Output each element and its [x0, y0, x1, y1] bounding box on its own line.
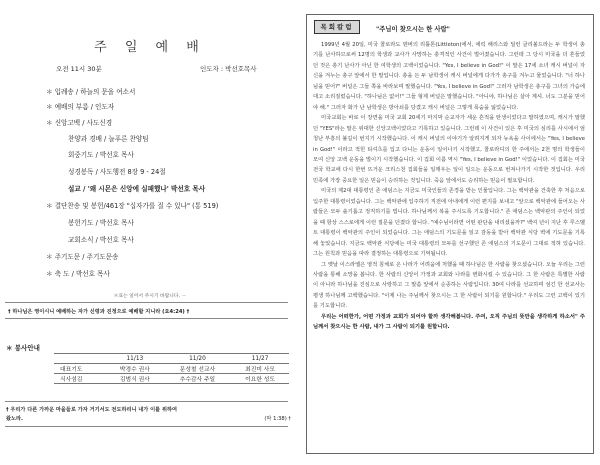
- column-title: "주님이 찾으시는 한 사람": [376, 26, 450, 33]
- table-cell: 김범식 권사: [106, 374, 164, 384]
- order-item: ＊ 신앙고백 / 사도신경: [46, 119, 113, 127]
- date-header: 11/20: [164, 354, 231, 364]
- column-paragraph: 미국교회는 바로 이 장면을 미국 교회 20세기 마지막 순교자가 세운 흔적을 탄생이었다고 말하였으며, 캐시가 말했던 "YES"라는 말은 위대한 신앙고백이었다고 기록하고 있습니다. 그런데 이 사건이 있은 후 미국의 심리를 사시에서 엄청난 부흥의 불길이 번지기 시작했습니다. 이 캐시 버널의 이야기가 알려지게 되자 뉴욕을 사이에서는 "Yes, I believe in God!" 이라고 적힌 티셔츠를 입고 다니는 운동이 일어나기 시작했고, 콜로라디의 한 주에서는 2천 명의 학생들이 모여 신앙 고백 운동을 벌이기 시작했습니다. 이 집회 이름 역시 "Yes, I believe in God!" 이었습니다. 이 집회는 미국 전국 학교에 다시 한번 뜨거운 크리스천 집회들을 일깨우는 일이 일으는 운동으로 번져나가기 시작한 것입니다. 우리 민족에 가장 중요한 일은 믿음이 승리하는 것입니다. 죽음 앞에서도 승리하는 믿음이 필요합니다.: [313, 115, 586, 184]
- column-paragraph: 미국의 제2대 대통령인 존 애덤스는 지금도 미국인들의 존경을 받는 인물입니다. 그는 백악관을 건축한 후 처음으로 입주한 대통령이었습니다. 그는 백악관에 입주하기 직전에 아내에게 이런 편지를 보내고 "앞으로 백악관에 들어오는 사람들은 모두 솔기롭고 정직하기를 빕니다. 하나님께서 복을 주시도록 기도합니다." 존 애덤스는 백악관의 주인이 되었을 때 항상 스스로에게 이런 질문을 던졌다 합니다. "예수님이라면 어떤 판단을 내리셨을까?" 백여 년이 지난 후 루스벨트 대통령이 백악관의 주인이 되었습니다. 그는 애덤스의 기도문을 읽고 감동을 받아 백악관 식당 벽에 기도문을 기록해 놓았습니다. 지금도 백악관 식당에는 미국 대통령의 모두를 선구했던 존 애덤스의 기도문이 그대로 적혀 있습니다. 그는 원칙과 믿음을 따라 결정하는 대통령으로 기억됩니다.: [313, 188, 586, 258]
- column-paragraph: 1999년 4월 20일, 미국 콜로라도 덴버의 리틀톤(Littleton)에서, 에릭 해리스와 딜런 클리볼드라는 두 학생이 총기를 난사하므로써 12명의 학생과 교사가 사망하는 충격적인 사건이 벌어졌습니다. 그런데 그 당시 미국을 더 흔들었던 것은 총기 난사가 아닌 한 여학생의 고백이었습니다. "Yes, I believe in God!" 이 말은 17세 소녀 캐시 버널이 자신을 겨누는 총구 앞에서 한 말입니다. 총을 든 두 남학생이 캐시 버널에게 다가가 총구를 겨누고 물었습니다. "너 하나님을 믿어?" 버널은 그들 쪽을 바라보며 말했습니다. "Yes, I believe in God!" 그러자 남학생은 총구를 그녀의 가슴에 대고 소리질렀습니다. "하나님은 없어!" 그들 형제 버널은 말했습니다. "아니야, 하나님은 살아 계셔. 너도 그분을 믿어야 해." 그러자 화가 난 남학생은 방아쇠를 당겼고 캐시 버널은 그렇게 목숨을 잃었습니다.: [313, 42, 585, 111]
- table-cell: 문성철 선교사: [164, 364, 231, 374]
- divider-line: [5, 302, 288, 303]
- column-paragraph: 그 옛날 이스라엘은 영적 침체로 온 나라가 어려움에 처했을 때 하나님은 한 사람을 찾으셨습니다. 오늘 우리는 그런 사람을 통해 소망을 봅니다. 한 사람의 신앙이 가정과 교회와 나라를 변화시킬 수 있습니다. 그 한 사람은 특별한 사람이 아니라 하나님을 진심으로 사랑하고 그 말씀 앞에서 순종하는 사람입니다. 30여 나라를 선교하며 섬긴 한 선교사는 평생 하나님께 고백했습니다. "이제 나는 주님께서 찾으시는 그 한 사람이 되기를 원합니다." 우리도 그런 고백이 있기를 기도합니다.: [313, 261, 585, 310]
- date-header: 11/27: [231, 354, 289, 364]
- order-item: ＊ 결단찬송 및 봉헌/461장 "십자가를 질 수 있나" (통 519): [46, 202, 219, 210]
- standing-note: ＊표는 일어서 주시기 바랍니다. －: [113, 294, 187, 299]
- order-item: ＊ 예배의 부름 / 인도자: [46, 103, 115, 111]
- scripture-verse: † 하나님은 영이시니 예배하는 자가 신령과 진정으로 예배할 지니라 (요4:24) †: [8, 309, 190, 315]
- table-row: [54, 374, 289, 384]
- column-paragraph-closing: 우리는 어떠한가, 어떤 가정과 교회가 되어야 할까 생각해봅니다. 주여, 오직 주님의 뜻만을 생각하게 하소서" 주님께서 찾으시는 한 사람, 내가 그 사람이 되기를 원합니다.: [313, 313, 585, 331]
- service-time: 오전 11시 30분: [56, 65, 102, 73]
- table-cell: 박경수 권사: [106, 364, 164, 374]
- order-item: ＊ 주기도문 / 주기도문송: [46, 253, 119, 261]
- table-cell: 추수감사 주일: [164, 374, 231, 384]
- divider-line: [5, 426, 288, 427]
- column-badge: 목회칼럼: [314, 20, 360, 34]
- pastor-column: [306, 14, 594, 454]
- order-item-sermon: 설교 / '왜 시몬은 신앙에 실패했나' 박선호 목사: [68, 185, 206, 193]
- service-table: [54, 353, 289, 384]
- row-label: 대표기도: [54, 364, 106, 374]
- table-row: [54, 364, 289, 374]
- worship-title: 주 일 예 배: [94, 40, 206, 55]
- order-item: 성경봉독 / 사도행전 8장 9 - 24절: [68, 168, 166, 176]
- closing-verse-line: † 우리가 다른 가까운 마을들로 가자 거기서도 전도하리니 내가 이를 위하여: [6, 407, 177, 413]
- divider-line: [5, 318, 288, 319]
- table-row: [54, 354, 289, 364]
- order-item: ＊ 입례송 / 하늘의 문을 여소서: [46, 88, 136, 96]
- row-label: 식사섬김: [54, 374, 106, 384]
- table-cell: [54, 354, 106, 364]
- table-cell: 최진미 사모: [231, 364, 289, 374]
- order-item: 교회소식 / 박선호 목사: [68, 236, 134, 244]
- order-item: 찬양과 경배 / 늘푸른 찬양팀: [68, 135, 149, 143]
- order-item: 회중기도 / 박선호 목사: [68, 151, 134, 159]
- service-heading: ＊ 봉사안내: [6, 344, 40, 352]
- service-leader: 인도자 : 박선호목사: [200, 65, 257, 73]
- closing-verse: [6, 406, 291, 423]
- closing-verse-ref: (막 1:38) †: [264, 415, 291, 422]
- table-cell: 이요한 성도: [231, 374, 289, 384]
- order-item: 봉헌기도 / 박선호 목사: [68, 219, 134, 227]
- column-body: [313, 40, 585, 333]
- divider-line: [5, 401, 288, 402]
- closing-verse-line: 왔노라.: [6, 415, 24, 422]
- date-header: 11/13: [106, 354, 164, 364]
- order-item: ＊ 축 도 / 박선호 목사: [46, 270, 110, 278]
